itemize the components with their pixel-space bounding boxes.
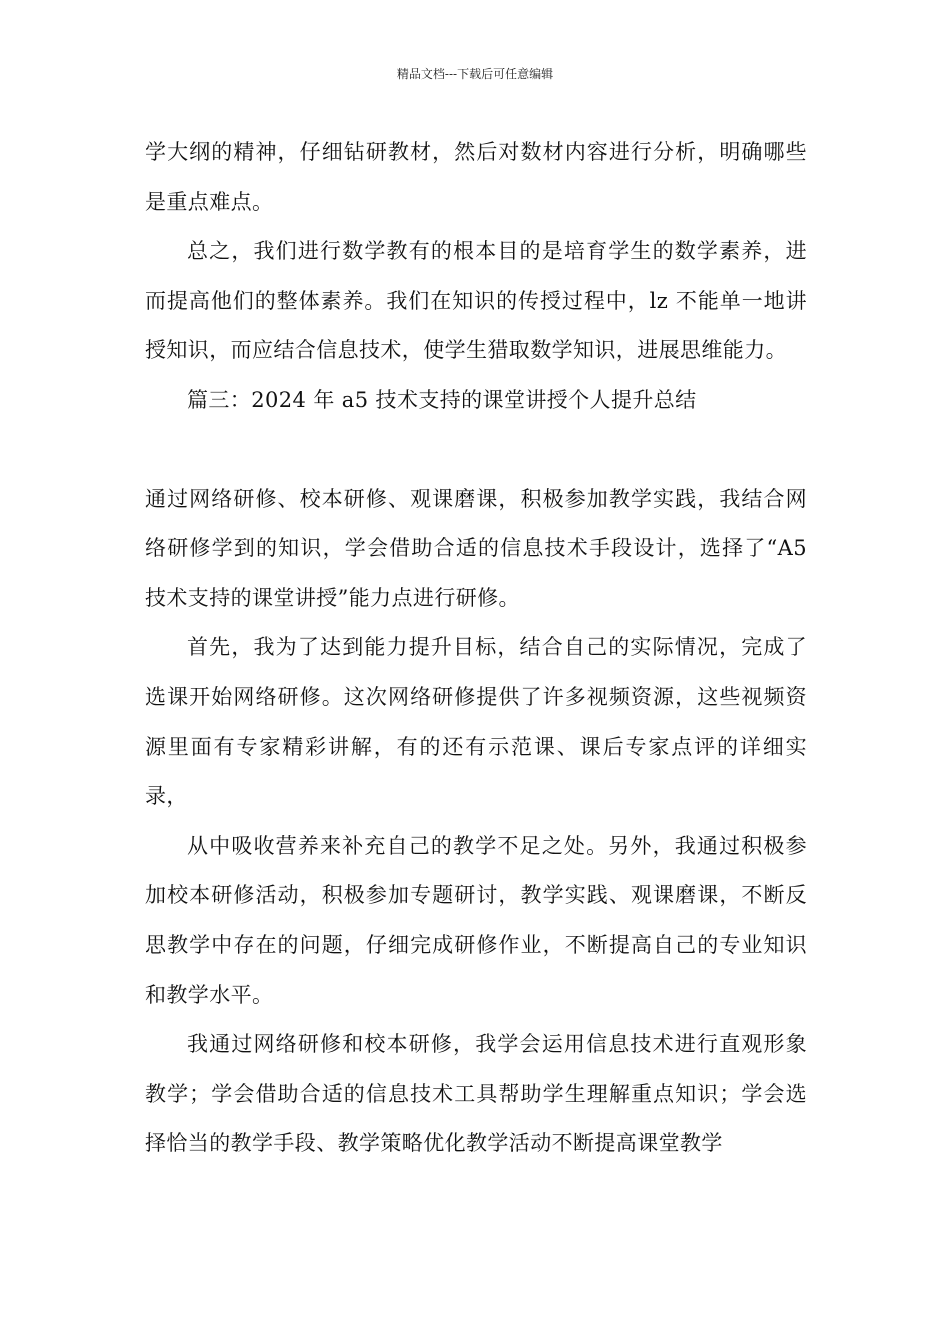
section-heading: 篇三：2024 年 a5 技术支持的课堂讲授个人提升总结	[187, 387, 697, 412]
paragraph-continuation: 学大纲的精神，仔细钻研教材，然后对数材内容进行分析，明确哪些是重点难点。	[145, 140, 807, 214]
page-header: 精品文档---下载后可任意编辑	[396, 67, 554, 81]
document-body	[145, 128, 807, 1169]
blank-line	[145, 426, 807, 475]
paragraph-third: 我通过网络研修和校本研修，我学会运用信息技术进行直观形象教学；学会借助合适的信息技术工具帮助学生理解重点知识；学会选择恰当的教学手段、教学策略优化教学活动不断提高课堂教学	[145, 1032, 807, 1156]
paragraph-second: 从中吸收营养来补充自己的教学不足之处。另外，我通过积极参加校本研修活动，积极参加专题研讨，教学实践、观课磨课，不断反思教学中存在的问题，仔细完成研修作业，不断提高自己的专业知识和教学水平。	[145, 833, 807, 1007]
paragraph-intro: 通过网络研修、校本研修、观课磨课，积极参加教学实践，我结合网络研修学到的知识，学会借助合适的信息技术手段设计，选择了“A5 技术支持的课堂讲授”能力点进行研修。	[145, 486, 807, 610]
paragraph-first: 首先，我为了达到能力提升目标，结合自己的实际情况，完成了选课开始网络研修。这次网络研修提供了许多视频资源，这些视频资源里面有专家精彩讲解，有的还有示范课、课后专家点评的详细实录，	[145, 635, 807, 809]
paragraph-summary: 总之，我们进行数学教有的根本目的是培育学生的数学素养，进而提高他们的整体素养。我们在知识的传授过程中，lz 不能单一地讲授知识，而应结合信息技术，使学生猎取数学知识，进展思维能力。	[145, 239, 807, 363]
